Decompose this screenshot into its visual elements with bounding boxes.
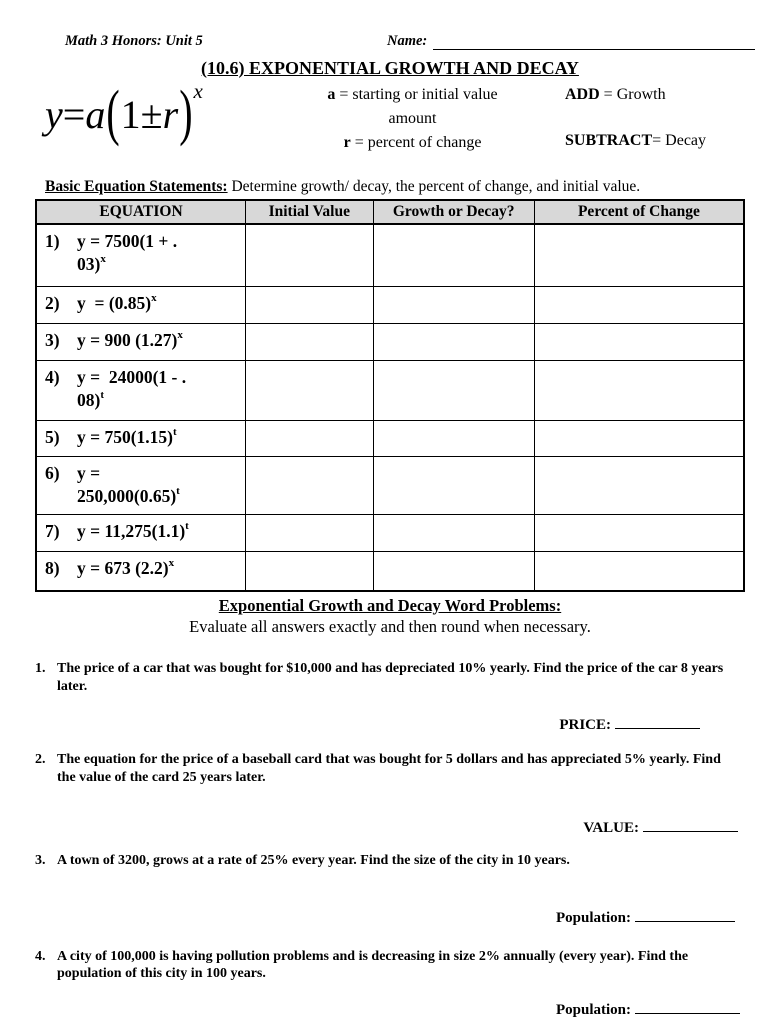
name-field-group: [387, 33, 755, 50]
percent-change-cell[interactable]: [534, 224, 744, 286]
percent-change-cell[interactable]: [534, 323, 744, 360]
answer-line-population-1: [35, 907, 745, 927]
initial-value-cell[interactable]: [246, 456, 373, 514]
table-header-row: [36, 200, 744, 224]
problem-number: 4.: [35, 948, 46, 964]
answer-blank-population[interactable]: [635, 907, 735, 922]
initial-value-cell[interactable]: [246, 224, 373, 286]
legend-subtract-line: [565, 129, 706, 153]
table-row: [36, 286, 744, 323]
answer-label-price: PRICE:: [559, 717, 611, 733]
growth-decay-cell[interactable]: [373, 420, 534, 456]
percent-change-cell[interactable]: [534, 286, 744, 323]
exponential-formula: [35, 77, 280, 163]
initial-value-cell[interactable]: [246, 360, 373, 420]
answer-line-price: [35, 714, 745, 734]
initial-value-cell[interactable]: [246, 323, 373, 360]
legend-add-line: [565, 83, 706, 107]
initial-value-cell[interactable]: [246, 551, 373, 591]
table-row: [36, 420, 744, 456]
equation-8: [37, 552, 245, 582]
equation-number: 3): [45, 329, 60, 350]
equation-3: [37, 324, 245, 354]
legend-subtract-term: SUBTRACT: [565, 132, 653, 149]
col-header-growth-or-decay: Growth or Decay?: [373, 200, 534, 224]
equation-7: [37, 515, 245, 545]
basic-equation-statements-heading: [45, 178, 745, 196]
word-problems-subtitle: Evaluate all answers exactly and then round when necessary.: [189, 617, 591, 636]
name-label: Name:: [387, 33, 428, 49]
growth-decay-cell[interactable]: [373, 360, 534, 420]
equation-number: 1): [45, 231, 60, 251]
formula-close-paren: ): [179, 77, 193, 147]
growth-decay-cell[interactable]: [373, 323, 534, 360]
legend-add-def: = Growth: [603, 86, 666, 103]
legend-add-term: ADD: [565, 86, 600, 103]
problem-text: The price of a car that was bought for $10,000 and has depreciated 10% yearly. Find the price of the car 8 years later.: [57, 661, 724, 694]
legend-r-line: [280, 131, 545, 155]
answer-label-population: Population:: [555, 909, 631, 926]
equation-2: [37, 287, 245, 317]
variable-legend: [280, 81, 545, 163]
answer-blank-value[interactable]: [643, 817, 738, 832]
problem-text: The equation for the price of a baseball card that was bought for 5 dollars and has appreciated 5% yearly. Find the value of the card 25 years later.: [57, 752, 721, 785]
initial-value-cell[interactable]: [246, 420, 373, 456]
section1-title: Basic Equation Statements:: [45, 178, 228, 195]
growth-decay-cell[interactable]: [373, 286, 534, 323]
equation-number: 5): [45, 426, 60, 447]
percent-change-cell[interactable]: [534, 551, 744, 591]
equation-1: [37, 225, 245, 278]
formula-one-plus-minus: 1±: [120, 92, 163, 137]
growth-decay-cell[interactable]: [373, 551, 534, 591]
legend-r-term: r: [343, 134, 351, 151]
problem-2: [35, 751, 745, 786]
initial-value-cell[interactable]: [246, 286, 373, 323]
formula-r: r: [162, 92, 179, 137]
problem-number: 3.: [35, 853, 46, 868]
problem-4: [35, 948, 745, 983]
initial-value-cell[interactable]: [246, 514, 373, 551]
table-row: [36, 323, 744, 360]
legend-a-term: a: [327, 86, 336, 103]
growth-decay-cell[interactable]: [373, 456, 534, 514]
word-problems-title: Exponential Growth and Decay Word Problems:: [218, 596, 562, 615]
legend-a-def: = starting or initial value: [339, 86, 498, 103]
equation-number: 4): [45, 366, 60, 387]
percent-change-cell[interactable]: [534, 514, 744, 551]
percent-change-cell[interactable]: [534, 420, 744, 456]
page-title: (10.6) EXPONENTIAL GROWTH AND DECAY: [201, 58, 579, 78]
table-row: [36, 360, 744, 420]
formula-a: a: [85, 92, 106, 137]
equation-number: 2): [45, 292, 60, 313]
equation-number: 7): [45, 520, 60, 541]
course-label: Math 3 Honors: Unit 5: [65, 33, 203, 49]
formula-y: y: [45, 92, 63, 137]
table-row: [36, 514, 744, 551]
equation-number: 6): [45, 462, 60, 483]
equation-number: 8): [45, 557, 60, 578]
section1-instructions: Determine growth/ decay, the percent of change, and initial value.: [231, 178, 641, 195]
equation-text: $y = (0.85)^x$: [77, 291, 157, 313]
answer-label-value: VALUE:: [583, 820, 639, 836]
formula-open-paren: (: [106, 77, 120, 147]
formula-section: [35, 77, 745, 163]
equation-text: y = $250,000(0.65)^t$: [77, 462, 180, 506]
equation-4: [37, 361, 245, 414]
formula-equals: =: [62, 92, 86, 137]
formula-exponent: x: [193, 78, 203, 103]
percent-change-cell[interactable]: [534, 456, 744, 514]
answer-line-value: [35, 817, 745, 837]
col-header-percent-of-change: Percent of Change: [534, 200, 744, 224]
problem-3: [35, 852, 745, 870]
equation-text: $y = 750(1.15)^t$: [77, 425, 177, 447]
legend-r-def: = percent of change: [354, 134, 482, 151]
answer-line-population-2: [35, 999, 745, 1019]
name-blank-line[interactable]: [433, 33, 755, 50]
table-row: [36, 224, 744, 286]
col-header-equation: EQUATION: [36, 200, 246, 224]
legend-subtract-def: = Decay: [652, 132, 707, 149]
legend-a-line: [280, 83, 545, 107]
answer-blank-price[interactable]: [615, 714, 700, 729]
equation-5: [37, 421, 245, 451]
problem-text: A town of 3200, grows at a rate of 25% every year. Find the size of the city in 10 years.: [57, 853, 570, 868]
growth-decay-cell[interactable]: [373, 514, 534, 551]
answer-label-population: Population:: [555, 1001, 631, 1018]
problem-number: 1.: [35, 661, 46, 676]
table-row: [36, 551, 744, 591]
equation-text: y = 7500(1 + . 03)$^x$: [77, 231, 178, 274]
equation-text: y = 24000(1 - . 08)$^t$: [77, 366, 187, 410]
growth-decay-legend: [545, 81, 706, 163]
problem-number: 2.: [35, 752, 46, 767]
growth-decay-cell[interactable]: [373, 224, 534, 286]
answer-blank-population[interactable]: [635, 999, 740, 1014]
header-line: [35, 33, 745, 55]
percent-change-cell[interactable]: [534, 360, 744, 420]
word-problems-list: [35, 660, 745, 1019]
col-header-initial-value: Initial Value: [246, 200, 373, 224]
equation-6: [37, 457, 245, 510]
problem-text: A city of 100,000 is having pollution problems and is decreasing in size 2% annually (every year). Find the population of this city in 100 years.: [57, 948, 689, 981]
table-row: [36, 456, 744, 514]
problem-1: [35, 660, 745, 695]
equation-text: y = 673 $(2.2)^x$: [77, 556, 175, 578]
equation-text: y = 900 $(1.27)^x$: [77, 328, 183, 350]
legend-a-cont: amount: [388, 110, 437, 127]
equations-table: [35, 199, 745, 592]
equation-text: $y = 11,275(1.1)^t$: [77, 519, 189, 541]
